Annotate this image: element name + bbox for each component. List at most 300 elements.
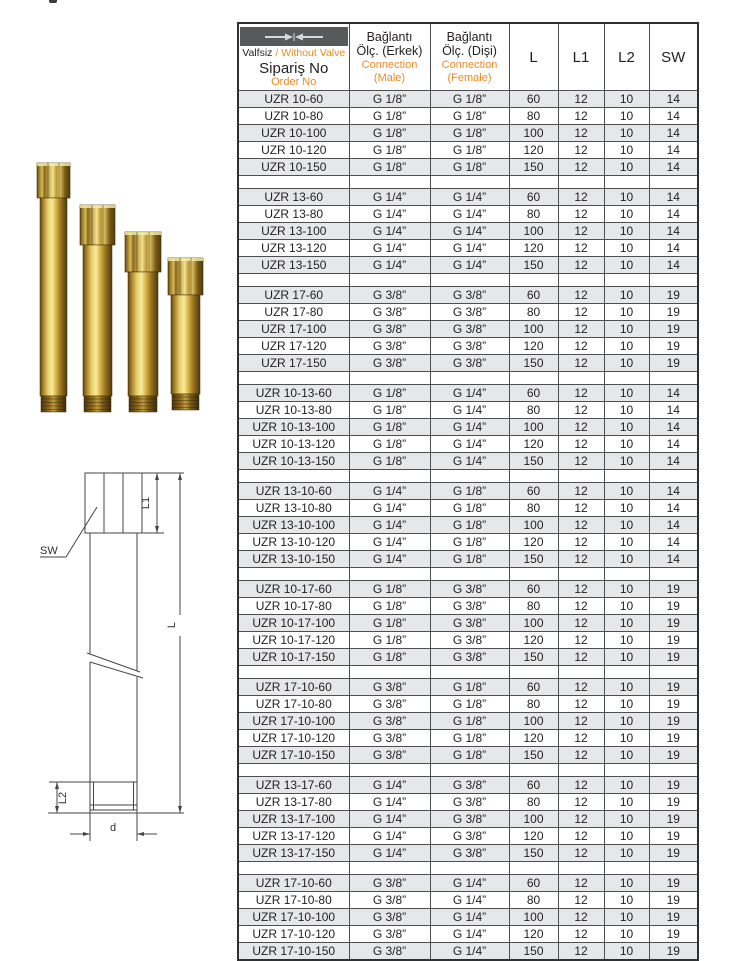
l1-cell: 12	[558, 909, 604, 926]
conn-female-cell: G 1/4”	[430, 875, 509, 892]
order-no-cell: UZR 17-10-100	[238, 909, 349, 926]
order-no-cell: UZR 13-60	[238, 189, 349, 206]
spacer-cell	[649, 470, 698, 483]
dimension-drawing	[18, 455, 208, 855]
sw-cell: 14	[649, 159, 698, 176]
spacer-cell	[430, 666, 509, 679]
conn-female-cell: G 3/8”	[430, 338, 509, 355]
l1-cell: 12	[558, 943, 604, 961]
spacer-cell	[604, 372, 649, 385]
order-no-cell: UZR 10-13-80	[238, 402, 349, 419]
l-cell: 60	[509, 483, 558, 500]
l-cell: 60	[509, 581, 558, 598]
table-row	[238, 125, 698, 142]
l2-cell: 10	[604, 730, 649, 747]
sw-cell: 14	[649, 223, 698, 240]
sw-cell: 19	[649, 615, 698, 632]
brass-fitting-4	[168, 258, 203, 410]
l2-cell: 10	[604, 875, 649, 892]
order-no-cell: UZR 17-10-60	[238, 875, 349, 892]
l1-cell: 12	[558, 159, 604, 176]
order-no-cell: UZR 10-150	[238, 159, 349, 176]
conn-female-cell: G 1/8”	[430, 713, 509, 730]
product-photo-brass-extensions	[22, 155, 212, 420]
l1-cell: 12	[558, 811, 604, 828]
conn-male-cell: G 1/8”	[349, 598, 430, 615]
table-row	[238, 206, 698, 223]
group-spacer-row	[238, 372, 698, 385]
l-cell: 80	[509, 892, 558, 909]
l2-cell: 10	[604, 909, 649, 926]
spacer-cell	[509, 666, 558, 679]
brass-fitting-2	[80, 205, 115, 412]
conn-female-cell: G 1/4”	[430, 206, 509, 223]
spacer-cell	[349, 176, 430, 189]
table-row	[238, 402, 698, 419]
l-cell: 100	[509, 615, 558, 632]
conn-female-cell: G 1/4”	[430, 402, 509, 419]
spacer-cell	[509, 862, 558, 875]
conn-female-cell: G 1/4”	[430, 892, 509, 909]
conn-male-cell: G 3/8”	[349, 287, 430, 304]
drawing-label-sw: SW	[40, 545, 58, 557]
conn-male-cell: G 1/8”	[349, 108, 430, 125]
order-no-cell: UZR 10-120	[238, 142, 349, 159]
l2-cell: 10	[604, 91, 649, 108]
l2-cell: 10	[604, 943, 649, 961]
conn-male-cell: G 1/8”	[349, 632, 430, 649]
header-l2: L2	[604, 23, 649, 91]
l2-cell: 10	[604, 125, 649, 142]
l-cell: 100	[509, 811, 558, 828]
l2-cell: 10	[604, 713, 649, 730]
l1-cell: 12	[558, 777, 604, 794]
spacer-cell	[509, 470, 558, 483]
conn-male-cell: G 3/8”	[349, 875, 430, 892]
order-no-cell: UZR 17-10-150	[238, 747, 349, 764]
l2-cell: 10	[604, 551, 649, 568]
conn-female-cell: G 1/4”	[430, 257, 509, 274]
spacer-cell	[509, 176, 558, 189]
sw-cell: 19	[649, 696, 698, 713]
sw-cell: 19	[649, 875, 698, 892]
l1-cell: 12	[558, 892, 604, 909]
spacer-cell	[604, 274, 649, 287]
conn-male-cell: G 1/8”	[349, 125, 430, 142]
conn-female-cell: G 1/8”	[430, 142, 509, 159]
l2-cell: 10	[604, 845, 649, 862]
l1-cell: 12	[558, 206, 604, 223]
spacer-cell	[238, 862, 349, 875]
l2-cell: 10	[604, 500, 649, 517]
order-no-cell: UZR 10-17-150	[238, 649, 349, 666]
sw-cell: 19	[649, 355, 698, 372]
group-spacer-row	[238, 568, 698, 581]
sw-cell: 14	[649, 500, 698, 517]
l-cell: 60	[509, 287, 558, 304]
table-row	[238, 257, 698, 274]
order-no-cell: UZR 13-10-120	[238, 534, 349, 551]
conn-male-cell: G 1/4”	[349, 240, 430, 257]
header-connection-male: Bağlantı Ölç. (Erkek) Connection (Male)	[349, 23, 430, 91]
order-no-cell: UZR 17-10-120	[238, 730, 349, 747]
spacer-cell	[649, 372, 698, 385]
spacer-cell	[509, 568, 558, 581]
conn-female-cell: G 3/8”	[430, 811, 509, 828]
table-row	[238, 811, 698, 828]
sw-cell: 14	[649, 142, 698, 159]
conn-female-cell: G 1/4”	[430, 240, 509, 257]
l2-cell: 10	[604, 453, 649, 470]
spacer-cell	[238, 764, 349, 777]
table-row	[238, 338, 698, 355]
l2-cell: 10	[604, 240, 649, 257]
table-row	[238, 483, 698, 500]
conn-male-cell: G 3/8”	[349, 355, 430, 372]
l1-cell: 12	[558, 304, 604, 321]
order-no-label-tr: Sipariş No	[259, 59, 329, 77]
table-row	[238, 551, 698, 568]
l1-cell: 12	[558, 419, 604, 436]
table-row	[238, 385, 698, 402]
sw-cell: 14	[649, 189, 698, 206]
l-cell: 80	[509, 108, 558, 125]
conn-male-cell: G 1/4”	[349, 517, 430, 534]
conn-female-cell: G 3/8”	[430, 321, 509, 338]
conn-male-cell: G 1/8”	[349, 402, 430, 419]
conn-female-cell: G 3/8”	[430, 794, 509, 811]
sw-cell: 14	[649, 551, 698, 568]
conn-male-cell: G 1/8”	[349, 419, 430, 436]
spacer-cell	[604, 568, 649, 581]
conn-female-cell: G 1/4”	[430, 385, 509, 402]
table-row	[238, 91, 698, 108]
l-cell: 150	[509, 257, 558, 274]
conn-female-cell: G 1/4”	[430, 223, 509, 240]
l1-cell: 12	[558, 189, 604, 206]
group-spacer-row	[238, 666, 698, 679]
spacer-cell	[558, 862, 604, 875]
l2-cell: 10	[604, 581, 649, 598]
l2-cell: 10	[604, 828, 649, 845]
conn-male-cell: G 3/8”	[349, 713, 430, 730]
spacer-cell	[430, 274, 509, 287]
l-cell: 150	[509, 355, 558, 372]
conn-female-cell: G 1/8”	[430, 91, 509, 108]
l-cell: 150	[509, 649, 558, 666]
drawing-label-l1: L1	[140, 496, 152, 510]
l-cell: 60	[509, 679, 558, 696]
l-cell: 80	[509, 304, 558, 321]
brass-fittings-image	[22, 155, 212, 420]
group-spacer-row	[238, 176, 698, 189]
conn-male-cell: G 1/8”	[349, 91, 430, 108]
conn-male-cell: G 1/4”	[349, 257, 430, 274]
conn-male-cell: G 1/4”	[349, 223, 430, 240]
conn-female-cell: G 1/4”	[430, 926, 509, 943]
l1-cell: 12	[558, 875, 604, 892]
l2-cell: 10	[604, 436, 649, 453]
table-row	[238, 159, 698, 176]
table-row	[238, 581, 698, 598]
l2-cell: 10	[604, 811, 649, 828]
spacer-cell	[604, 666, 649, 679]
table-row	[238, 875, 698, 892]
header-connection-female: Bağlantı Ölç. (Dişi) Connection (Female)	[430, 23, 509, 91]
l-cell: 60	[509, 875, 558, 892]
conn-male-cell: G 1/4”	[349, 534, 430, 551]
order-no-cell: UZR 17-10-80	[238, 892, 349, 909]
conn-male-cell: G 3/8”	[349, 730, 430, 747]
l2-cell: 10	[604, 321, 649, 338]
spacer-cell	[238, 176, 349, 189]
table-row	[238, 287, 698, 304]
spacer-cell	[558, 568, 604, 581]
sw-cell: 19	[649, 649, 698, 666]
table-row	[238, 108, 698, 125]
conn-male-cell: G 3/8”	[349, 943, 430, 961]
spacer-cell	[349, 764, 430, 777]
conn-male-cell: G 3/8”	[349, 679, 430, 696]
conn-male-cell: G 1/4”	[349, 794, 430, 811]
page-crop-artifact	[49, 0, 57, 3]
l2-cell: 10	[604, 142, 649, 159]
table-row	[238, 436, 698, 453]
sw-cell: 19	[649, 598, 698, 615]
header-l1: L1	[558, 23, 604, 91]
l-cell: 60	[509, 91, 558, 108]
l1-cell: 12	[558, 551, 604, 568]
sw-cell: 14	[649, 125, 698, 142]
table-row	[238, 696, 698, 713]
conn-male-cell: G 3/8”	[349, 338, 430, 355]
l-cell: 120	[509, 436, 558, 453]
spacer-cell	[349, 470, 430, 483]
l2-cell: 10	[604, 598, 649, 615]
table-row	[238, 828, 698, 845]
conn-male-cell: G 1/4”	[349, 845, 430, 862]
spacer-cell	[349, 862, 430, 875]
table-row	[238, 355, 698, 372]
table-row	[238, 892, 698, 909]
dimension-drawing-image	[18, 455, 208, 855]
l2-cell: 10	[604, 534, 649, 551]
conn-male-cell: G 3/8”	[349, 909, 430, 926]
l-cell: 60	[509, 189, 558, 206]
spacer-cell	[349, 568, 430, 581]
conn-female-cell: G 1/4”	[430, 419, 509, 436]
l-cell: 120	[509, 534, 558, 551]
l2-cell: 10	[604, 483, 649, 500]
header-l: L	[509, 23, 558, 91]
spacer-cell	[558, 372, 604, 385]
conn-male-cell: G 1/4”	[349, 483, 430, 500]
table-row	[238, 240, 698, 257]
spec-table-body	[238, 91, 698, 961]
l1-cell: 12	[558, 649, 604, 666]
conn-female-cell: G 3/8”	[430, 615, 509, 632]
spacer-cell	[238, 568, 349, 581]
l1-cell: 12	[558, 730, 604, 747]
table-row	[238, 189, 698, 206]
l1-cell: 12	[558, 696, 604, 713]
l2-cell: 10	[604, 892, 649, 909]
conn-male-cell: G 1/4”	[349, 551, 430, 568]
l1-cell: 12	[558, 385, 604, 402]
l-cell: 100	[509, 419, 558, 436]
conn-female-cell: G 3/8”	[430, 581, 509, 598]
sw-cell: 14	[649, 534, 698, 551]
spacer-cell	[558, 176, 604, 189]
table-row	[238, 598, 698, 615]
spacer-cell	[349, 372, 430, 385]
conn-female-cell: G 1/8”	[430, 534, 509, 551]
conn-male-cell: G 1/8”	[349, 649, 430, 666]
l1-cell: 12	[558, 108, 604, 125]
sw-cell: 14	[649, 483, 698, 500]
l2-cell: 10	[604, 223, 649, 240]
order-no-cell: UZR 13-120	[238, 240, 349, 257]
order-no-cell: UZR 17-100	[238, 321, 349, 338]
l2-cell: 10	[604, 926, 649, 943]
table-row	[238, 142, 698, 159]
l2-cell: 10	[604, 355, 649, 372]
spacer-cell	[604, 862, 649, 875]
group-spacer-row	[238, 862, 698, 875]
sw-cell: 19	[649, 892, 698, 909]
l1-cell: 12	[558, 338, 604, 355]
conn-female-cell: G 3/8”	[430, 287, 509, 304]
table-row	[238, 943, 698, 961]
l-cell: 120	[509, 240, 558, 257]
spacer-cell	[604, 764, 649, 777]
conn-female-cell: G 3/8”	[430, 777, 509, 794]
l2-cell: 10	[604, 189, 649, 206]
sw-cell: 14	[649, 419, 698, 436]
l1-cell: 12	[558, 321, 604, 338]
table-row	[238, 419, 698, 436]
conn-female-cell: G 1/8”	[430, 108, 509, 125]
l1-cell: 12	[558, 517, 604, 534]
order-no-cell: UZR 13-10-100	[238, 517, 349, 534]
l1-cell: 12	[558, 581, 604, 598]
l2-cell: 10	[604, 419, 649, 436]
table-row	[238, 909, 698, 926]
header-sw: SW	[649, 23, 698, 91]
table-row	[238, 679, 698, 696]
l2-cell: 10	[604, 206, 649, 223]
conn-female-cell: G 1/8”	[430, 730, 509, 747]
table-row	[238, 794, 698, 811]
conn-male-cell: G 3/8”	[349, 926, 430, 943]
sw-cell: 14	[649, 402, 698, 419]
l-cell: 120	[509, 632, 558, 649]
order-no-cell: UZR 13-17-60	[238, 777, 349, 794]
order-no-cell: UZR 13-17-80	[238, 794, 349, 811]
spacer-cell	[430, 176, 509, 189]
sw-cell: 19	[649, 777, 698, 794]
conn-female-cell: G 1/8”	[430, 159, 509, 176]
sw-cell: 19	[649, 811, 698, 828]
l1-cell: 12	[558, 223, 604, 240]
conn-female-cell: G 1/4”	[430, 453, 509, 470]
spacer-cell	[349, 666, 430, 679]
spacer-cell	[430, 470, 509, 483]
order-no-cell: UZR 17-120	[238, 338, 349, 355]
order-no-cell: UZR 17-150	[238, 355, 349, 372]
l-cell: 100	[509, 223, 558, 240]
l2-cell: 10	[604, 385, 649, 402]
sw-cell: 14	[649, 206, 698, 223]
table-row	[238, 321, 698, 338]
conn-male-cell: G 1/8”	[349, 615, 430, 632]
table-row	[238, 777, 698, 794]
spacer-cell	[349, 274, 430, 287]
conn-male-cell: G 3/8”	[349, 892, 430, 909]
conn-female-cell: G 1/8”	[430, 483, 509, 500]
conn-female-cell: G 1/8”	[430, 551, 509, 568]
spacer-cell	[238, 274, 349, 287]
spacer-cell	[649, 862, 698, 875]
sw-cell: 19	[649, 828, 698, 845]
sw-cell: 19	[649, 713, 698, 730]
sw-cell: 19	[649, 909, 698, 926]
table-row	[238, 453, 698, 470]
spacer-cell	[558, 764, 604, 777]
conn-male-cell: G 1/8”	[349, 142, 430, 159]
conn-male-cell: G 1/8”	[349, 581, 430, 598]
l1-cell: 12	[558, 794, 604, 811]
l2-cell: 10	[604, 679, 649, 696]
l-cell: 100	[509, 713, 558, 730]
sw-cell: 19	[649, 943, 698, 961]
conn-female-cell: G 1/8”	[430, 696, 509, 713]
conn-male-cell: G 1/4”	[349, 189, 430, 206]
l-cell: 150	[509, 159, 558, 176]
spacer-cell	[238, 470, 349, 483]
l2-cell: 10	[604, 632, 649, 649]
conn-female-cell: G 3/8”	[430, 304, 509, 321]
sw-cell: 14	[649, 436, 698, 453]
conn-female-cell: G 1/4”	[430, 909, 509, 926]
sw-cell: 14	[649, 91, 698, 108]
order-no-cell: UZR 17-60	[238, 287, 349, 304]
conn-male-cell: G 1/4”	[349, 811, 430, 828]
l1-cell: 12	[558, 91, 604, 108]
sw-cell: 19	[649, 304, 698, 321]
conn-male-cell: G 1/8”	[349, 453, 430, 470]
group-spacer-row	[238, 764, 698, 777]
order-no-cell: UZR 17-10-120	[238, 926, 349, 943]
order-no-cell: UZR 13-10-150	[238, 551, 349, 568]
sw-cell: 19	[649, 730, 698, 747]
without-valve-flow-icon	[240, 27, 348, 46]
table-row	[238, 713, 698, 730]
l-cell: 80	[509, 696, 558, 713]
order-no-cell: UZR 17-80	[238, 304, 349, 321]
conn-female-cell: G 1/4”	[430, 436, 509, 453]
table-row	[238, 632, 698, 649]
table-row	[238, 615, 698, 632]
spacer-cell	[509, 372, 558, 385]
sw-cell: 19	[649, 845, 698, 862]
drawing-label-d: d	[109, 822, 117, 834]
conn-male-cell: G 1/4”	[349, 500, 430, 517]
order-no-cell: UZR 10-13-150	[238, 453, 349, 470]
header-order-no	[238, 23, 349, 91]
sw-cell: 19	[649, 321, 698, 338]
group-spacer-row	[238, 274, 698, 287]
